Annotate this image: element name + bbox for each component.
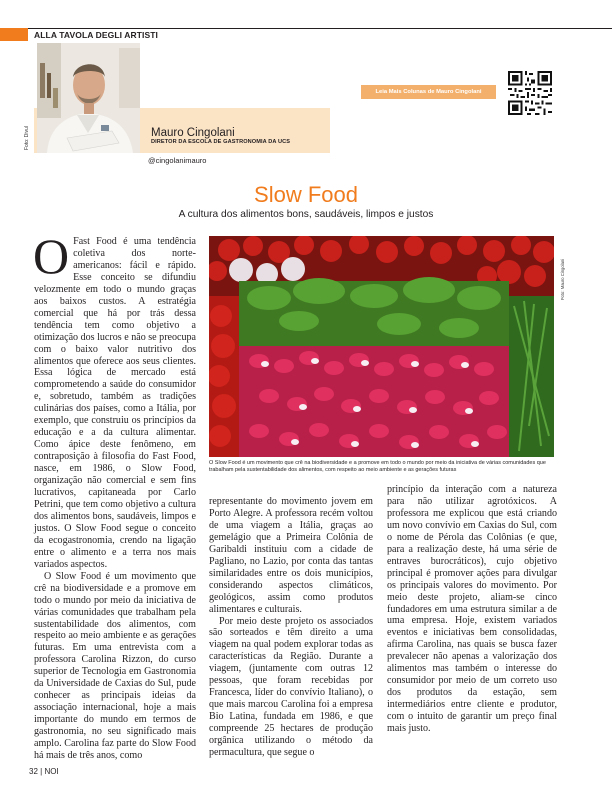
magazine-name: NOI bbox=[44, 767, 59, 776]
paragraph: Por meio deste projeto os associados são sorteados e têm direito a uma viagem na qual podem explorar todas as características da Região. Durante a viagem, (juntamente com outras 12 pessoas, que foram recebidas por Francesca, líder do convívio Italiano), o que mais marcou Carolina foi a empresa Bio Latina, fundada em 1986, e que compreende 25 hectares de produção orgânica utilizando o método da permacultura, que segue o bbox=[209, 615, 373, 759]
section-title: ALLA TAVOLA DEGLI ARTISTI bbox=[34, 30, 159, 40]
qr-code-icon[interactable] bbox=[508, 71, 552, 115]
page-footer bbox=[29, 767, 59, 776]
author-name: Mauro Cingolani bbox=[151, 127, 235, 139]
author-handle[interactable]: @cingolanimauro bbox=[148, 156, 207, 165]
article-subtitle: A cultura dos alimentos bons, saudáveis, limpos e justos bbox=[178, 209, 434, 220]
article-column-2 bbox=[209, 496, 373, 759]
paragraph: princípio da interação com a natureza para não utilizar agrotóxicos. A professora me explicou que está criando um novo convívio em Caxias do Sul, com o nome de Pérola das Colônias (e que, para a realização deste, há uma série de entraves burocráticos), cujo objetivo principal é promover ações para divulgar os principais valores do movimento. Por meio deste projeto, aliam-se cinco fundadores em uma estrutura similar a de uma empresa. Hoje, existem variados eventos e iniciativas bem consolidadas, afirma Carolina, nas quais se busca fazer prevalecer não apenas a valorização dos alimentos mas também o interesse do consumidor por meio de um correto uso dos produtos da estação, sem intermediários entre cliente e produtor, com o intuito de garantir um preço final mais justo. bbox=[387, 484, 557, 735]
article-column-1 bbox=[33, 228, 196, 762]
article-column-3 bbox=[387, 484, 557, 735]
paragraph: O Slow Food é um movimento que crê na biodiversidade e a promove em todo o mundo por meio da iniciativa de várias comunidades que trabalham pela sustentabilidade dos alimentos, com respeito ao meio ambiente e as gerações futuras. Em uma entrevista com a professora Carolina Rizzon, do curso superior de Tecnologia em Gastronomia da Universidade de Caxias do Sul, pude conhecer as principais ideias da associação internacional, hoje a mais importante do mundo em termos de gastronomia, no seu significado mais amplo. Carolina faz parte do Slow Food há mais de três anos, como bbox=[34, 570, 196, 761]
radishes-photo bbox=[209, 236, 554, 457]
more-columns-badge[interactable]: Leia Mais Colunas de Mauro Cingolani bbox=[361, 85, 496, 99]
photo-caption: O Slow Food é um movimento que crê na biodiversidade e a promove em todo o mundo por meio da iniciativa de várias comunidades que trabalham pela sustentabilidade dos alimentos, com respeito ao meio ambiente e as gerações futuras bbox=[209, 460, 546, 474]
section-marker bbox=[0, 28, 28, 41]
top-rule bbox=[0, 28, 612, 29]
article-title: Slow Food bbox=[254, 182, 358, 207]
drop-cap: O bbox=[33, 228, 70, 284]
author-role: DIRETOR DA ESCOLA DE GASTRONOMIA DA UCS bbox=[151, 139, 291, 145]
footer-separator: | bbox=[40, 767, 45, 776]
portrait-credit: Foto: Divul bbox=[24, 126, 30, 150]
author-portrait bbox=[37, 43, 140, 153]
paragraph-text: Fast Food é uma tendência coletiva dos norte-americanos: fácil e rápido. Esse conceito se difundiu velozmente em todo o mundo graças aos baixos custos. A estratégia comercial que há por trás dessa tendência tem como objetivo a otimização dos lucros e não se preocupa com o baixo valor nutritivo dos alimentos que oferece aos seus clientes. Essa lógica de mercado está comprometendo a saúde do consumidor e, sobretudo, também as tradições culinárias dos países, como a Itália, por exemplo, que construiu os princípios da educação e a da cultura alimentar. Como ápice deste fenômeno, em contraposição à filosofia do Fast Food, nasce, em 1986, o Slow Food, organização não comercial e sem fins lucrativos, capitaneada por Carlo Petrini, que tem como objetivo a cultura dos alimentos bons, saudáveis, limpos e justos. O Slow Food segue o conceito da ecogastronomia, crendo na ligação entre o alimento e a terra nos mais variados aspectos. bbox=[34, 236, 196, 570]
photo-credit: Foto: Mauro Cingolani bbox=[560, 258, 565, 300]
page-number: 32 bbox=[29, 767, 38, 776]
paragraph: representante do movimento jovem em Porto Alegre. A professora recém voltou de uma viagem a Itália, graças ao gemelágio que a Primeira Colônia de Garibaldi instituiu com a cidade de Pagliano, no Lazio, por conta das tantas similaridades entre os dois municípios, considerando aspectos climáticos, geológicos, assim como produtos alimentares e culturais. bbox=[209, 496, 373, 615]
paragraph bbox=[33, 228, 196, 571]
